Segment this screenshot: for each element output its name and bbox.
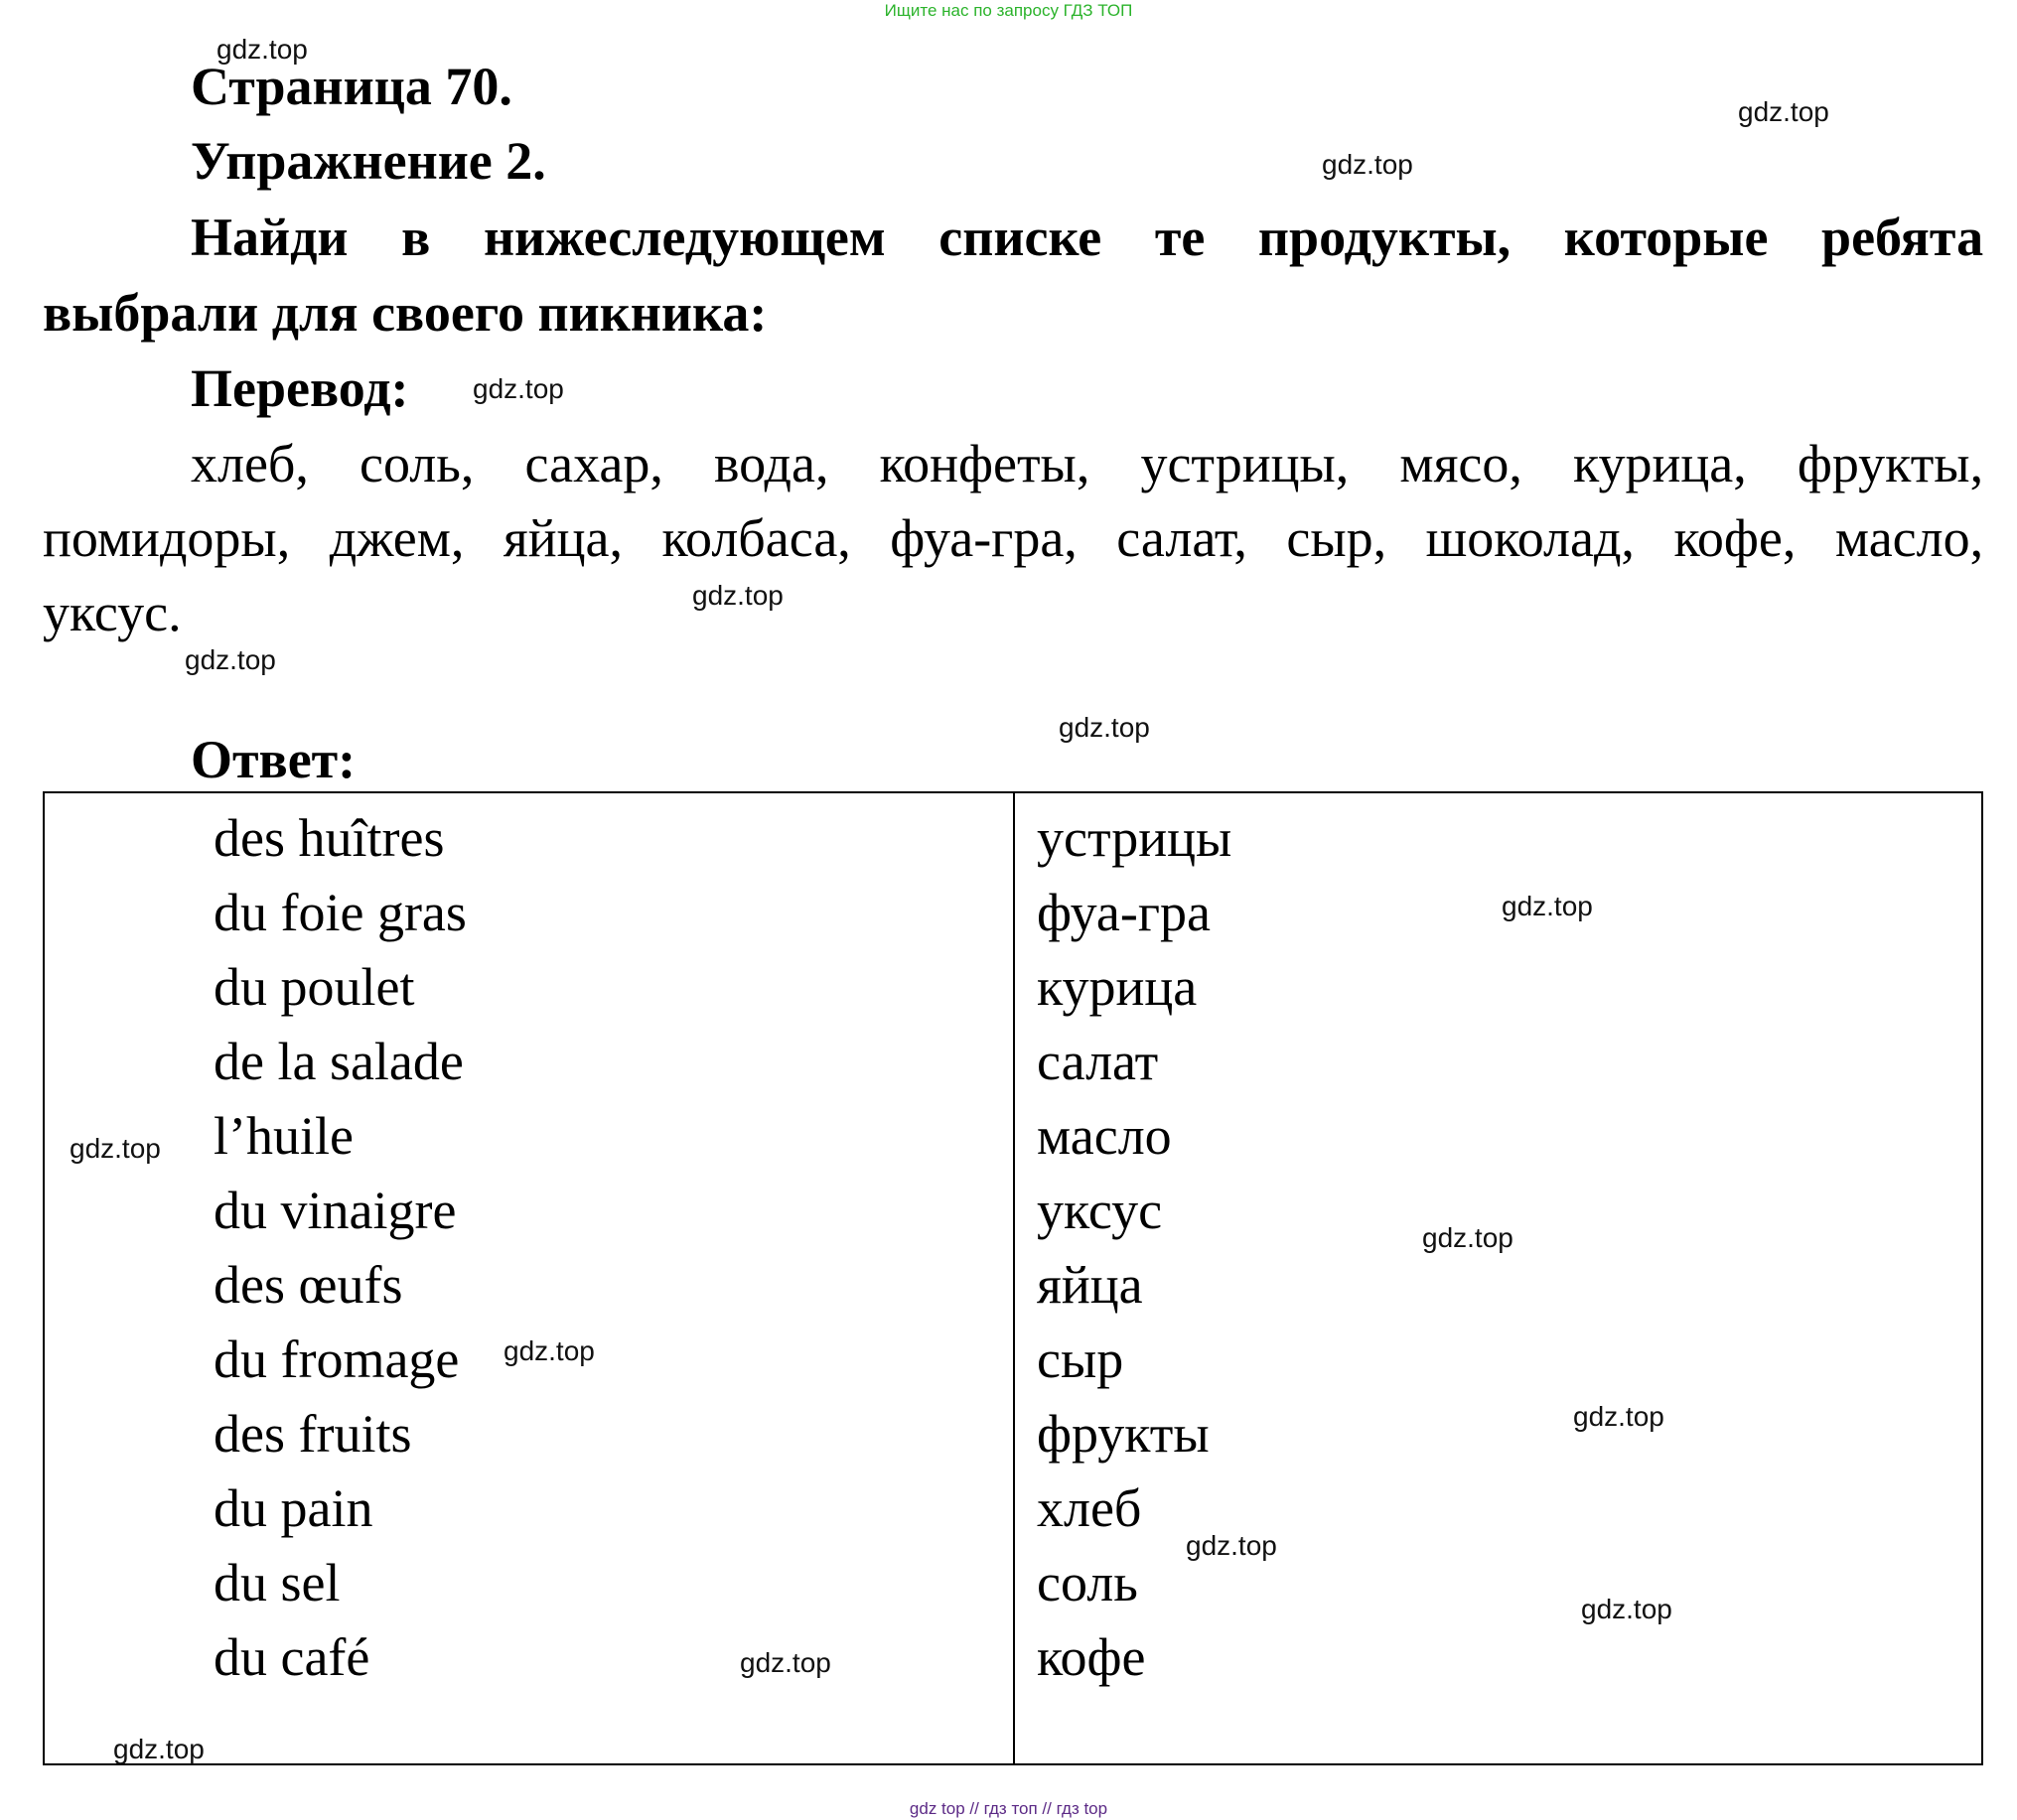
russian-item: кофе	[1037, 1627, 1146, 1687]
task-line-2: выбрали для своего пикника:	[43, 283, 768, 343]
translation-word: вода,	[713, 434, 829, 493]
translation-word: кофе,	[1673, 508, 1797, 568]
russian-item: сыр	[1037, 1330, 1124, 1389]
page-title: Страница 70.	[191, 57, 512, 116]
french-item: du pain	[214, 1478, 373, 1538]
watermark: gdz.top	[1186, 1530, 1277, 1561]
translation-word: салат,	[1116, 508, 1247, 568]
translation-word: яйца,	[503, 508, 624, 568]
translation-line-2	[43, 508, 1984, 568]
french-item: de la salade	[214, 1032, 464, 1091]
translation-word: фуа-гра,	[890, 508, 1078, 568]
translation-word: шоколад,	[1425, 508, 1635, 568]
russian-item: устрицы	[1037, 808, 1232, 868]
translation-word: устрицы,	[1140, 434, 1350, 493]
russian-item: фуа-гра	[1037, 883, 1211, 942]
translation-word: соль,	[360, 434, 475, 493]
answer-table	[43, 791, 1983, 1765]
french-item: des œufs	[214, 1255, 403, 1315]
translation-word: джем,	[329, 508, 465, 568]
french-item: du café	[214, 1627, 370, 1687]
task-word: ребята	[1821, 208, 1984, 267]
task-line-1	[191, 208, 1984, 267]
russian-item: салат	[1037, 1032, 1159, 1091]
watermark: gdz.top	[504, 1335, 595, 1366]
task-word: те	[1154, 208, 1206, 267]
translation-label: Перевод:	[191, 358, 409, 418]
watermark: gdz.top	[1573, 1401, 1664, 1432]
translation-word: сахар,	[524, 434, 663, 493]
task-word: Найди	[191, 208, 349, 267]
translation-word: хлеб,	[191, 434, 309, 493]
translation-word: помидоры,	[43, 508, 291, 568]
watermark: gdz.top	[692, 580, 784, 611]
russian-item: яйца	[1037, 1255, 1143, 1315]
translation-word: колбаса,	[661, 508, 851, 568]
translation-word: мясо,	[1399, 434, 1522, 493]
watermark: gdz.top	[70, 1133, 161, 1164]
answer-label: Ответ:	[191, 730, 357, 789]
task-word: нижеследующем	[483, 208, 886, 267]
french-item: l’huile	[214, 1106, 354, 1166]
french-item: du fromage	[214, 1330, 460, 1389]
top-banner: Ищите нас по запросу ГДЗ ТОП	[884, 1, 1133, 20]
watermark: gdz.top	[1422, 1222, 1513, 1253]
translation-word: масло,	[1834, 508, 1984, 568]
french-item: des huîtres	[214, 808, 445, 868]
russian-item: курица	[1037, 957, 1198, 1017]
watermark: gdz.top	[740, 1647, 831, 1678]
task-word: списке	[938, 208, 1102, 267]
russian-item: фрукты	[1037, 1404, 1210, 1464]
column-divider	[1013, 793, 1015, 1763]
french-item: des fruits	[214, 1404, 412, 1464]
russian-item: уксус	[1037, 1181, 1163, 1240]
russian-item: соль	[1037, 1553, 1138, 1612]
french-item: du sel	[214, 1553, 341, 1612]
task-word: продукты,	[1257, 208, 1512, 267]
translation-word: фрукты,	[1797, 434, 1984, 493]
watermark: gdz.top	[1581, 1594, 1672, 1624]
translation-word: сыр,	[1286, 508, 1387, 568]
french-item: du poulet	[214, 957, 415, 1017]
russian-item: масло	[1037, 1106, 1172, 1166]
translation-word: курица,	[1573, 434, 1747, 493]
watermark: gdz.top	[1502, 891, 1593, 921]
watermark: gdz.top	[1738, 96, 1829, 127]
french-item: du foie gras	[214, 883, 467, 942]
french-item: du vinaigre	[214, 1181, 457, 1240]
watermark: gdz.top	[216, 34, 308, 65]
watermark: gdz.top	[1059, 712, 1150, 743]
task-word: в	[401, 208, 431, 267]
bottom-banner[interactable]: gdz top // гдз топ // гдз top	[909, 1799, 1108, 1818]
watermark: gdz.top	[473, 373, 564, 404]
watermark: gdz.top	[113, 1734, 205, 1764]
exercise-title: Упражнение 2.	[191, 131, 546, 191]
watermark: gdz.top	[185, 644, 276, 675]
task-word: которые	[1563, 208, 1769, 267]
russian-item: хлеб	[1037, 1478, 1142, 1538]
translation-line-1	[191, 434, 1984, 493]
translation-line-3: уксус.	[43, 583, 182, 642]
translation-word: конфеты,	[879, 434, 1090, 493]
watermark: gdz.top	[1322, 149, 1413, 180]
